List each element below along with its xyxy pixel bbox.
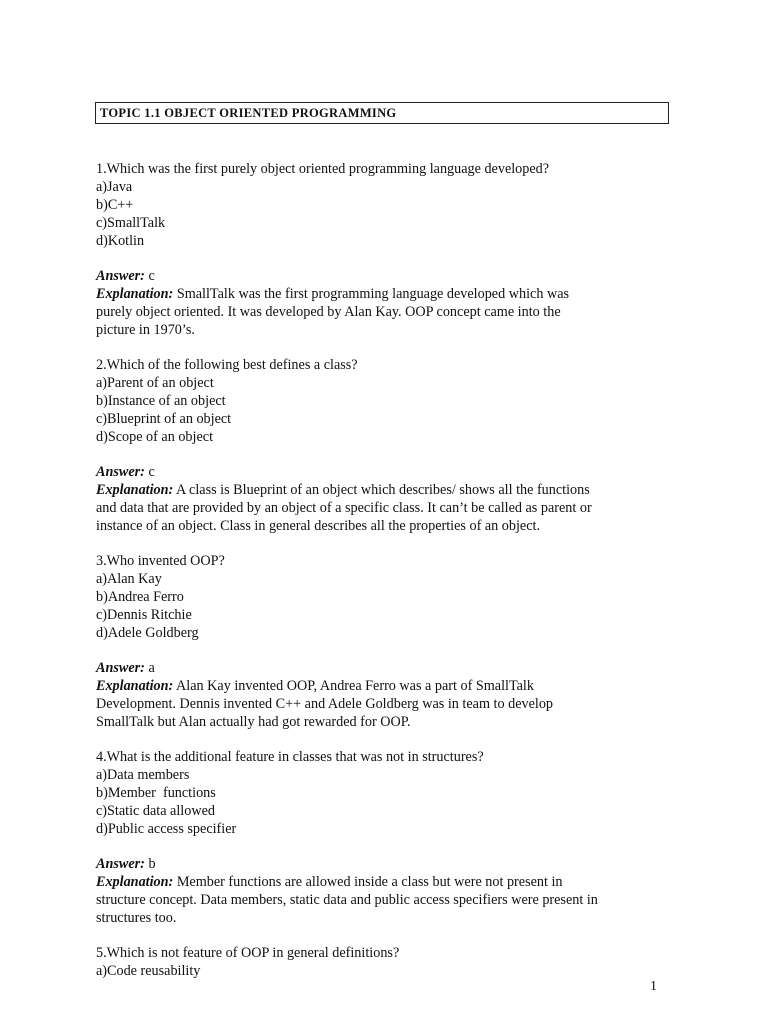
option-a: a)Alan Kay	[96, 571, 162, 587]
explanation-line	[96, 873, 676, 891]
answer-line	[96, 659, 676, 677]
option-c: c)Blueprint of an object	[96, 411, 232, 427]
answer-value: c	[148, 464, 155, 480]
option-c: c)Dennis Ritchie	[96, 607, 192, 623]
answer-value: b	[148, 856, 156, 872]
explanation-label: Explanation:	[96, 286, 174, 302]
question-text: 1.Which was the first purely object oriented programming language developed?	[96, 161, 550, 177]
answer-value: a	[148, 660, 155, 676]
explanation-text: and data that are provided by an object of a specific class. It can’t be called as parent or	[96, 500, 592, 516]
question-block-2	[96, 356, 676, 552]
option-b: b)Member functions	[96, 785, 216, 801]
option-a: a)Parent of an object	[96, 375, 214, 391]
option-c: c)SmallTalk	[96, 215, 166, 231]
answer-line	[96, 267, 676, 285]
explanation-text: instance of an object. Class in general describes all the properties of an object.	[96, 518, 540, 534]
option-b: b)Instance of an object	[96, 393, 226, 409]
explanation-label: Explanation:	[96, 678, 174, 694]
option-c: c)Static data allowed	[96, 803, 215, 819]
option-b: b)C++	[96, 197, 134, 213]
option-a: a)Code reusability	[96, 963, 201, 979]
explanation-text: SmallTalk but Alan actually had got rewarded for OOP.	[96, 714, 411, 730]
explanation-text: purely object oriented. It was developed by Alan Kay. OOP concept came into the	[96, 304, 561, 320]
question-block-3	[96, 552, 676, 748]
option-a: a)Java	[96, 179, 133, 195]
option-b: b)Andrea Ferro	[96, 589, 184, 605]
answer-label: Answer:	[96, 268, 145, 284]
question-text: 3.Who invented OOP?	[96, 553, 225, 569]
answer-label: Answer:	[96, 464, 145, 480]
question-list	[96, 160, 676, 980]
question-text: 2.Which of the following best defines a class?	[96, 357, 358, 373]
topic-heading: TOPIC 1.1 OBJECT ORIENTED PROGRAMMING	[95, 102, 669, 124]
answer-line	[96, 855, 676, 873]
explanation-line	[96, 677, 676, 695]
option-d: d)Adele Goldberg	[96, 625, 199, 641]
page-number: 1	[650, 979, 657, 994]
explanation-text: Development. Dennis invented C++ and Adele Goldberg was in team to develop	[96, 696, 554, 712]
answer-line	[96, 463, 676, 481]
question-block-5	[96, 944, 676, 980]
option-a: a)Data members	[96, 767, 190, 783]
explanation-text: Alan Kay invented OOP, Andrea Ferro was a part of SmallTalk	[176, 678, 534, 694]
answer-label: Answer:	[96, 856, 145, 872]
explanation-label: Explanation:	[96, 482, 174, 498]
explanation-label: Explanation:	[96, 874, 174, 890]
explanation-line	[96, 481, 676, 499]
explanation-text: A class is Blueprint of an object which describes/ shows all the functions	[176, 482, 590, 498]
question-text: 4.What is the additional feature in classes that was not in structures?	[96, 749, 484, 765]
answer-label: Answer:	[96, 660, 145, 676]
question-block-4	[96, 748, 676, 944]
explanation-line	[96, 285, 676, 303]
explanation-text: structures too.	[96, 910, 177, 926]
question-block-1	[96, 160, 676, 356]
option-d: d)Public access specifier	[96, 821, 237, 837]
answer-value: c	[148, 268, 155, 284]
explanation-text: picture in 1970’s.	[96, 322, 195, 338]
option-d: d)Scope of an object	[96, 429, 214, 445]
explanation-text: structure concept. Data members, static data and public access specifiers were present in	[96, 892, 598, 908]
question-text: 5.Which is not feature of OOP in general definitions?	[96, 945, 400, 961]
explanation-text: SmallTalk was the first programming language developed which was	[176, 286, 570, 302]
option-d: d)Kotlin	[96, 233, 145, 249]
explanation-text: Member functions are allowed inside a class but were not present in	[176, 874, 563, 890]
